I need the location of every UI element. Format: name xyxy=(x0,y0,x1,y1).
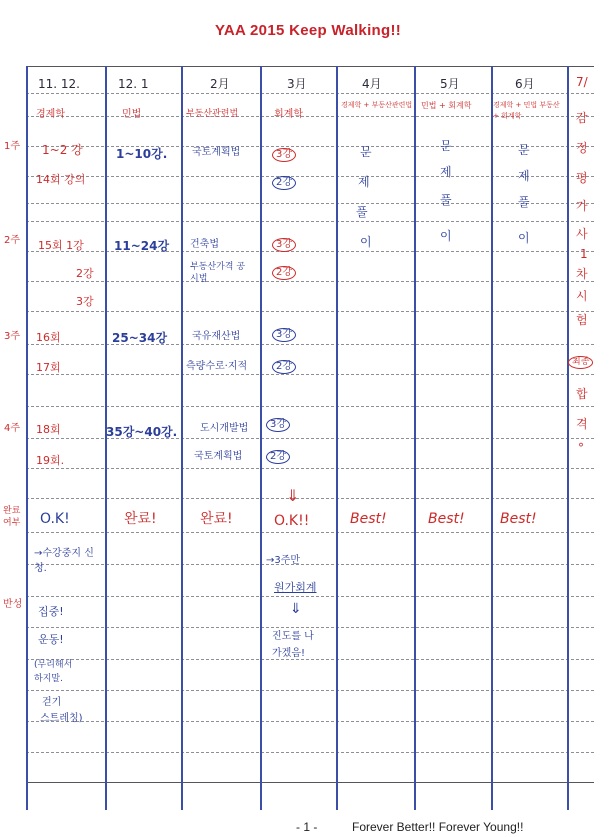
reflection-note: 진도를 나가겠음! xyxy=(272,631,314,659)
column-subject: 부동산관련법 xyxy=(186,109,239,119)
row-label-week3: 3주 xyxy=(4,331,21,342)
exam-char: 차 xyxy=(576,267,588,281)
schedule-entry: 2강 xyxy=(272,360,296,374)
rule-line xyxy=(26,532,594,533)
schedule-entry: 15회 1강 xyxy=(38,239,84,252)
exam-char: 평 xyxy=(576,171,588,185)
schedule-entry: 17회 xyxy=(36,361,61,374)
column-date: 5月 xyxy=(440,77,460,91)
rule-line xyxy=(26,374,594,375)
column-date: 7/ xyxy=(576,75,588,89)
schedule-entry: 도시개발법 xyxy=(200,423,249,434)
completion-mark: Best! xyxy=(500,511,537,527)
repeat-char: 제 xyxy=(518,169,530,183)
repeat-char: 문 xyxy=(440,139,452,153)
schedule-entry: 측량수로·지적 xyxy=(186,361,248,372)
rule-line xyxy=(26,311,594,312)
reflection-note: 집중! xyxy=(38,605,64,618)
rule-line xyxy=(26,468,594,469)
rule-line xyxy=(26,203,594,204)
repeat-char: 풀 xyxy=(518,195,530,209)
repeat-char: 이 xyxy=(440,229,452,243)
rule-line xyxy=(26,498,594,499)
column-line xyxy=(26,66,28,810)
schedule-entry: 2강 xyxy=(272,176,296,190)
bottom-rule xyxy=(26,782,594,783)
row-label-week1: 1주 xyxy=(4,141,21,152)
exam-char: 1 xyxy=(580,247,588,261)
schedule-entry: 3강 xyxy=(272,148,296,162)
schedule-entry: 1~10강. xyxy=(116,147,168,161)
column-date: 6月 xyxy=(515,77,535,91)
repeat-char: 문 xyxy=(360,145,372,159)
reflection-note: 스트레칭) xyxy=(40,713,83,724)
exam-char: 감 xyxy=(576,111,588,125)
exam-char: 격 xyxy=(576,417,588,431)
schedule-entry: 14회 강의 xyxy=(36,173,86,186)
reflection-note: 원가회계 xyxy=(274,581,317,594)
schedule-entry: 3강 xyxy=(272,238,296,252)
column-date: 11. 12. xyxy=(38,77,80,91)
exam-char: 가 xyxy=(576,199,588,213)
exam-char: 최종 xyxy=(568,356,593,369)
repeat-char: 제 xyxy=(440,165,452,179)
exam-char: 정 xyxy=(576,141,588,155)
column-line xyxy=(567,66,569,810)
repeat-char: 문 xyxy=(518,143,530,157)
reflection-note: →수강중지 신청. xyxy=(34,548,94,574)
down-arrow-icon: ⇓ xyxy=(290,601,302,617)
column-date: 12. 1 xyxy=(118,77,149,91)
completion-mark: 완료! xyxy=(200,511,233,527)
down-arrow-icon: ⇓ xyxy=(286,486,300,505)
reflection-note: 걷기 xyxy=(42,697,62,708)
schedule-entry: 25~34강 xyxy=(112,331,168,345)
completion-mark: O.K!! xyxy=(274,513,310,529)
rule-line xyxy=(26,93,594,94)
footer-slogan: Forever Better!! Forever Young!! xyxy=(352,820,524,834)
schedule-entry: 2강 xyxy=(272,266,296,280)
schedule-entry: 1~2 강 xyxy=(42,143,83,157)
reflection-note: 운동! xyxy=(38,633,64,646)
column-subject: 민법 + 회계학 xyxy=(421,101,472,110)
completion-mark: 완료! xyxy=(124,511,157,527)
page-number: - 1 - xyxy=(296,820,318,834)
rule-line xyxy=(26,721,594,722)
column-line xyxy=(491,66,493,810)
schedule-entry: 3강 xyxy=(76,295,94,308)
column-line xyxy=(414,66,416,810)
schedule-entry: 건축법 xyxy=(190,239,219,250)
schedule-entry: 부동산가격 공시법 xyxy=(190,262,246,284)
column-subject: 경제학 + 부동산관련법 xyxy=(341,101,413,109)
row-label-reflect: 반성 xyxy=(3,599,23,610)
schedule-entry: 국유재산법 xyxy=(192,331,241,342)
row-label-done: 완료 여부 xyxy=(3,506,21,528)
column-subject: 경제학 + 민법 부동산 + 회계학 xyxy=(493,101,560,120)
schedule-entry: 2강 xyxy=(266,450,290,464)
completion-mark: Best! xyxy=(428,511,465,527)
schedule-entry: 35강~40강. xyxy=(106,425,178,439)
schedule-entry: 국토계획법 xyxy=(194,451,243,462)
schedule-entry: 11~24강 xyxy=(114,239,170,253)
exam-char: 험 xyxy=(576,313,588,327)
rule-line xyxy=(26,596,594,597)
exam-char: ° xyxy=(578,441,584,455)
rule-line xyxy=(26,221,594,222)
schedule-entry: 19회. xyxy=(36,454,65,467)
page-title: YAA 2015 Keep Walking!! xyxy=(214,22,402,39)
column-line xyxy=(260,66,262,810)
column-date: 3月 xyxy=(287,77,307,91)
column-date: 4月 xyxy=(362,77,382,91)
exam-char: 시 xyxy=(576,289,588,303)
schedule-entry: 3강 xyxy=(272,328,296,342)
repeat-char: 이 xyxy=(518,231,530,245)
column-subject: 경제학 xyxy=(36,109,65,120)
schedule-entry: 3강 xyxy=(266,418,290,432)
rule-line xyxy=(26,752,594,753)
repeat-char: 풀 xyxy=(356,205,368,219)
schedule-entry: 국토계획법 xyxy=(192,147,241,158)
row-label-week2: 2주 xyxy=(4,235,21,246)
column-line xyxy=(181,66,183,810)
rule-line xyxy=(26,146,594,147)
schedule-entry: 16회 xyxy=(36,331,61,344)
rule-line xyxy=(26,690,594,691)
column-subject: 민법 xyxy=(122,109,142,120)
repeat-char: 풀 xyxy=(440,193,452,207)
repeat-char: 제 xyxy=(358,175,370,189)
repeat-char: 이 xyxy=(360,235,372,249)
reflection-note: →3주만 xyxy=(266,555,301,566)
rule-line xyxy=(26,251,594,252)
completion-mark: O.K! xyxy=(40,511,70,527)
exam-char: 합 xyxy=(576,387,588,401)
column-date: 2月 xyxy=(210,77,230,91)
top-rule xyxy=(26,66,594,67)
completion-mark: Best! xyxy=(350,511,387,527)
rule-line xyxy=(26,406,594,407)
row-label-week4: 4주 xyxy=(4,423,21,434)
rule-line xyxy=(26,564,594,565)
rule-line xyxy=(26,176,594,177)
schedule-entry: 2강 xyxy=(76,267,94,280)
rule-line xyxy=(26,281,594,282)
column-line xyxy=(336,66,338,810)
column-subject: 회계학 xyxy=(274,109,303,120)
schedule-entry: 18회 xyxy=(36,423,61,436)
exam-char: 사 xyxy=(576,227,588,241)
reflection-note: (무리해서 하지말. xyxy=(34,660,73,685)
